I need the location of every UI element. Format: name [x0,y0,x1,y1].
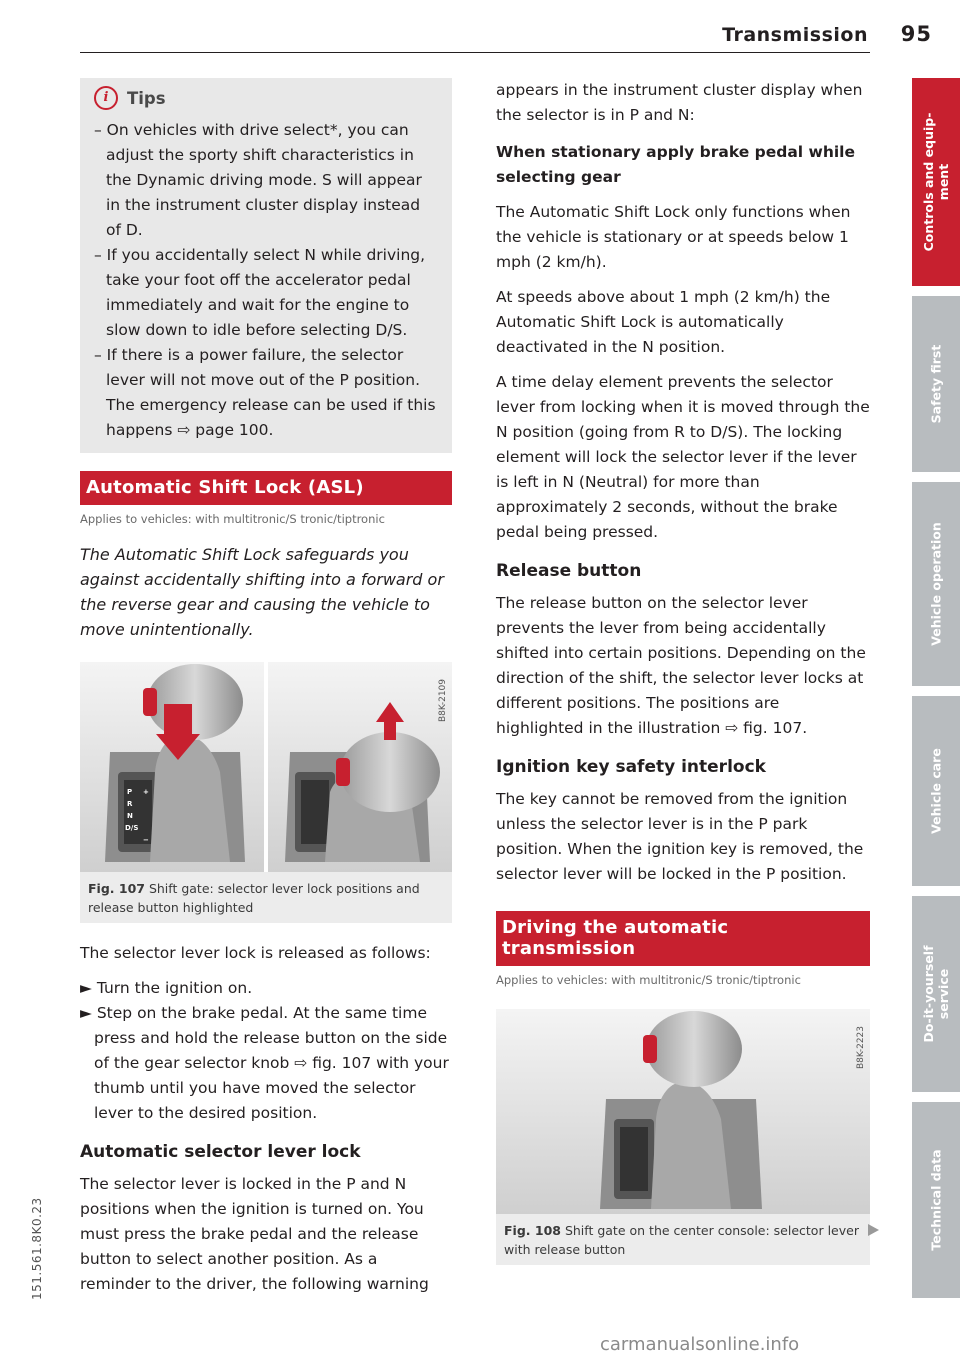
tab-safety[interactable] [912,296,960,472]
subheading-release-button: Release button [496,561,642,581]
shift-gate-illustration [80,662,452,872]
watermark: carmanualsonline.info [600,1334,800,1355]
paragraph: The Automatic Shift Lock only functions when the vehicle is stationary or at speeds below 1 mph (2 km/h). [496,203,851,271]
applies-note: Applies to vehicles: with multitronic/S tronic/tiptronic [80,512,385,526]
gate-label: − [143,836,149,844]
figure-108 [496,1009,870,1265]
release-intro: The selector lever lock is released as follows: [80,944,431,962]
subheading-ignition-interlock: Ignition key safety interlock [496,757,766,777]
gate-label: P [127,788,133,796]
gate-label: D/S [125,824,139,832]
tips-box [80,78,452,453]
figure-code: B8K-2223 [856,1025,866,1069]
shift-gate-illustration [496,1009,870,1214]
tips-item: – If you accidentally select N while driving, take your foot off the accelerator pedal immediately and wait for the engine to slow down to idle before selecting D/S. [94,246,426,339]
running-header-title: Transmission [722,24,868,46]
tips-item: – If there is a power failure, the selector lever will not move out of the P position. The emergency release can be used if this happens ⇨ page 100. [94,346,436,439]
figure-code: B8K-2109 [438,678,448,722]
tips-item: – On vehicles with drive select*, you can adjust the sporty shift characteristics in the Dynamic driving mode. S will appear in the instrument cluster display instead of D. [94,121,422,239]
tips-header [94,86,438,110]
caption-text: Shift gate: selector lever lock positions and release button highlighted [88,881,420,915]
gate-label: R [127,800,133,808]
tips-list [94,118,438,443]
subheading-selector-lock: Automatic selector lever lock [80,1142,361,1162]
figure-108-image [496,1009,870,1214]
paragraph: At speeds above about 1 mph (2 km/h) the Automatic Shift Lock is automatically deactivated in the N position. [496,288,831,356]
figure-107-caption [80,872,452,923]
section-heading-driving: Driving the automatic transmission [496,911,870,966]
tips-title: Tips [127,88,166,108]
warning-heading: When stationary apply brake pedal while selecting gear [496,143,856,186]
figure-107 [80,662,452,923]
tab-label: Vehicle operation [928,522,944,646]
tab-technical-data[interactable] [912,1102,960,1298]
caption-text: Shift gate on the center console: selector lever with release button [504,1223,859,1257]
release-button-text: The release button on the selector lever prevents the lever from being accidentally shifted into certain positions. Depending on the direction of the shift, the selector lever locks at different positions. The positions are highlighted in the illustration ⇨ fig. 107. [496,594,866,737]
tab-controls[interactable] [912,78,960,286]
step-item: ► Step on the brake pedal. At the same time press and hold the release button on the side of the gear selector knob ⇨ fig. 107 with your thumb until you have moved the selector lever to the desired position. [80,1004,449,1122]
paragraph: A time delay element prevents the selector lever from locking when it is moved through the N position (going from R to D/S). The locking element will lock the selector lever if the lever is left in N (Neutral) for more than approximately 2 seconds, without the brake pedal being pressed. [496,373,870,541]
ignition-interlock-text: The key cannot be removed from the ignition unless the selector lever is in the P park position. When the ignition key is removed, the selector lever will be locked in the P position. [496,790,864,883]
applies-note: Applies to vehicles: with multitronic/S tronic/tiptronic [496,973,801,987]
section-heading-asl: Automatic Shift Lock (ASL) [80,471,452,505]
info-icon: i [94,86,118,110]
continued-text: appears in the instrument cluster display when the selector is in P and N: [496,81,863,124]
tab-diy-service[interactable] [912,896,960,1092]
tab-label: Safety first [928,344,944,424]
tab-label: Do-it-yourself service [921,945,951,1043]
tab-label: Controls and equip- ment [921,112,951,252]
tab-vehicle-care[interactable] [912,696,960,886]
right-column [496,78,870,1265]
gate-label: + [143,788,149,796]
figure-108-caption [496,1214,870,1265]
continue-arrow-icon [868,1224,879,1236]
page-number: 95 [900,22,932,46]
tab-label: Technical data [928,1149,944,1251]
gate-label: N [127,812,133,820]
selector-lock-text: The selector lever is locked in the P and N positions when the ignition is turned on. You must press the brake pedal and the release button to select another position. As a reminder to the driver, the following warning [80,1175,429,1293]
left-column [80,78,452,1297]
tab-label: Vehicle care [928,748,944,834]
caption-label: Fig. 107 [88,881,145,896]
caption-label: Fig. 108 [504,1223,561,1238]
section-intro: The Automatic Shift Lock safeguards you against accidentally shifting into a forward or the reverse gear and causing the vehicle to move unintentionally. [80,545,444,639]
step-item: ► Turn the ignition on. [80,979,253,997]
document-code: 151.561.8K0.23 [30,1197,44,1300]
tab-vehicle-operation[interactable] [912,482,960,686]
header-rule [80,52,870,53]
figure-107-image [80,662,452,872]
